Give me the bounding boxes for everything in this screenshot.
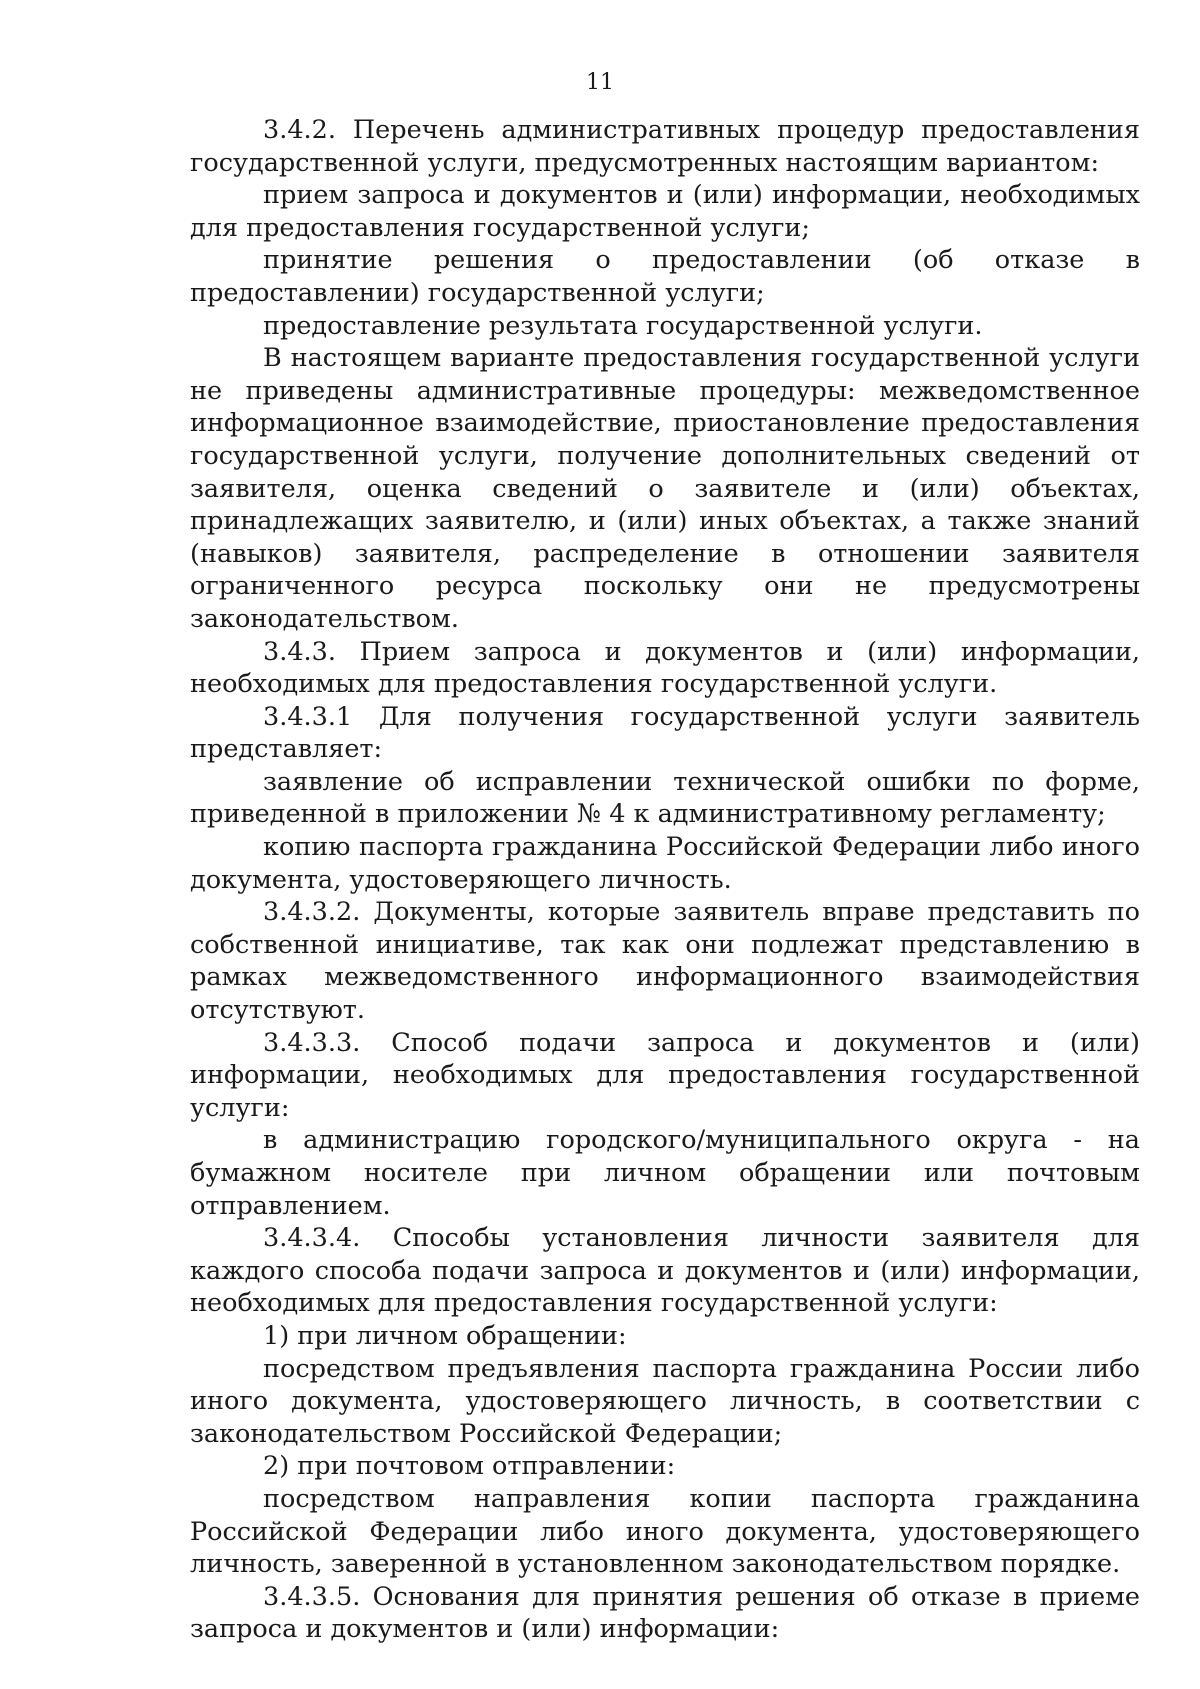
paragraph: прием запроса и документов и (или) информации, необходимых для предоставления государственной услуги; [190,180,1140,243]
paragraph: 2) при почтовом отправлении: [263,1451,676,1482]
paragraph: 3.4.3.3. Способ подачи запроса и документов и (или) информации, необходимых для предоставления государственной услуги: [190,1027,1140,1123]
paragraph: заявление об исправлении технической ошибки по форме, приведенной в приложении № 4 к административному регламенту; [190,766,1140,830]
paragraph: 3.4.3.4. Способы установления личности заявителя для каждого способа подачи запроса и документов и (или) информации, необходимых для предоставления государственной услуги: [190,1223,1140,1319]
paragraph: 3.4.2. Перечень административных процедур предоставления государственной услуги, предусмотренных настоящим вариантом: [190,115,1140,178]
paragraph: в администрацию городского/муниципального округа - на бумажном носителе при личном обращении или почтовым отправлением. [190,1125,1140,1221]
page-number: 11 [586,70,614,95]
paragraph: 3.4.3.2. Документы, которые заявитель вправе представить по собственной инициативе, так как они подлежат представлению в рамках межведомственного информационного взаимодействия отсутствуют. [190,897,1140,1026]
paragraph: 3.4.3.1 Для получения государственной услуги заявитель представляет: [190,701,1140,765]
paragraph: посредством предъявления паспорта гражданина России либо иного документа, удостоверяющего личность, в соответствии с законодательством Российской Федерации; [190,1353,1140,1449]
paragraph: 3.4.3.5. Основания для принятия решения об отказе в приеме запроса и документов и (или) информации: [190,1581,1140,1645]
paragraph: посредством направления копии паспорта гражданина Российской Федерации либо иного документа, удостоверяющего личность, заверенной в установленном законодательством порядке. [190,1483,1140,1580]
paragraph: копию паспорта гражданина Российской Федерации либо иного документа, удостоверяющего личность. [190,832,1140,895]
paragraph: принятие решения о предоставлении (об отказе в предоставлении) государственной услуги; [190,245,1140,308]
paragraph: предоставление результата государственной услуги. [263,310,983,341]
paragraph: В настоящем варианте предоставления государственной услуги не приведены административные процедуры: межведомственное информационное взаимодействие, приостановление предоставления государственной услуги, получение дополнительных сведений от заявителя, оценка сведений о заявителе и (или) объектах, принадлежащих заявителю, и (или) иных объектах, а также знаний (навыков) заявителя, распределение в отношении заявителя ограниченного ресурса поскольку они не предусмотрены законодательством. [190,343,1140,634]
document-body [190,114,1140,1646]
paragraph: 1) при личном обращении: [263,1320,627,1351]
paragraph: 3.4.3. Прием запроса и документов и (или) информации, необходимых для предоставления государственной услуги. [190,636,1140,700]
